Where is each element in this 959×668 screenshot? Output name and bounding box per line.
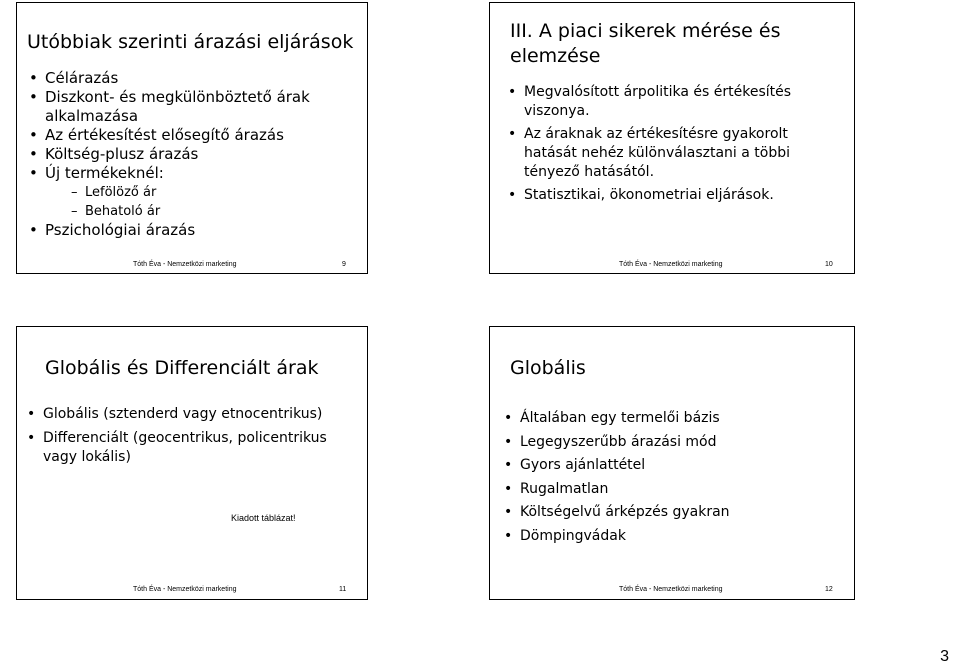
bullet-list [504,407,824,548]
list-item: • Az áraknak az értékesítésre gyakorolt hatását nehéz különválasztani a többi tényező hatásától. [508,125,808,182]
slide-footer: Tóth Éva - Nemzetközi marketing [619,261,723,268]
page-number: 3 [940,648,949,665]
list-item [29,164,359,221]
slide-title: Globális [510,357,586,379]
list-item: • Legegyszerűbb árazási mód [504,431,824,455]
bullet-list [508,83,808,205]
sub-list-item: – Lefölöző ár [71,183,359,202]
slide-number: 12 [825,586,833,593]
list-item: • Az értékesítést elősegítő árazás [29,126,359,145]
list-item: • Költség-plusz árazás [29,145,359,164]
list-item: • Megvalósított árpolitika és értékesítés viszonya. [508,83,808,121]
slide-footer: Tóth Éva - Nemzetközi marketing [133,261,237,268]
list-item: • Általában egy termelői bázis [504,407,824,431]
slide-title: III. A piaci sikerek mérése és elemzése [510,20,781,67]
slide-footer: Tóth Éva - Nemzetközi marketing [619,586,723,593]
list-item-label: Új termékeknél: [45,164,164,182]
list-item: • Diszkont- és megkülönböztető árak alkalmazása [29,88,359,126]
bullet-list [27,405,347,467]
slide-10 [489,2,855,274]
sub-list-item: – Behatoló ár [71,202,359,221]
list-item: • Rugalmatlan [504,478,824,502]
slide-number: 11 [339,586,347,593]
slide-9 [16,2,368,274]
list-item: • Statisztikai, ökonometriai eljárások. [508,186,808,205]
slide-number: 9 [342,261,346,268]
slide-12 [489,326,855,600]
list-item: • Globális (sztenderd vagy etnocentrikus) [27,405,347,424]
list-item: • Célárazás [29,69,359,88]
slide-number: 10 [825,261,833,268]
list-item: • Differenciált (geocentrikus, policentrikus vagy lokális) [27,429,347,467]
bullet-list [29,69,359,240]
slide-title: Utóbbiak szerinti árazási eljárások [27,31,354,53]
slide-11 [16,326,368,600]
slide-title: Globális és Differenciált árak [45,357,319,379]
list-item: • Pszichológiai árazás [29,221,359,240]
note-text: Kiadott táblázat! [231,513,296,523]
sub-list [45,183,359,221]
list-item: • Gyors ajánlattétel [504,454,824,478]
list-item: • Költségelvű árképzés gyakran [504,501,824,525]
list-item: • Dömpingvádak [504,525,824,549]
slide-footer: Tóth Éva - Nemzetközi marketing [133,586,237,593]
